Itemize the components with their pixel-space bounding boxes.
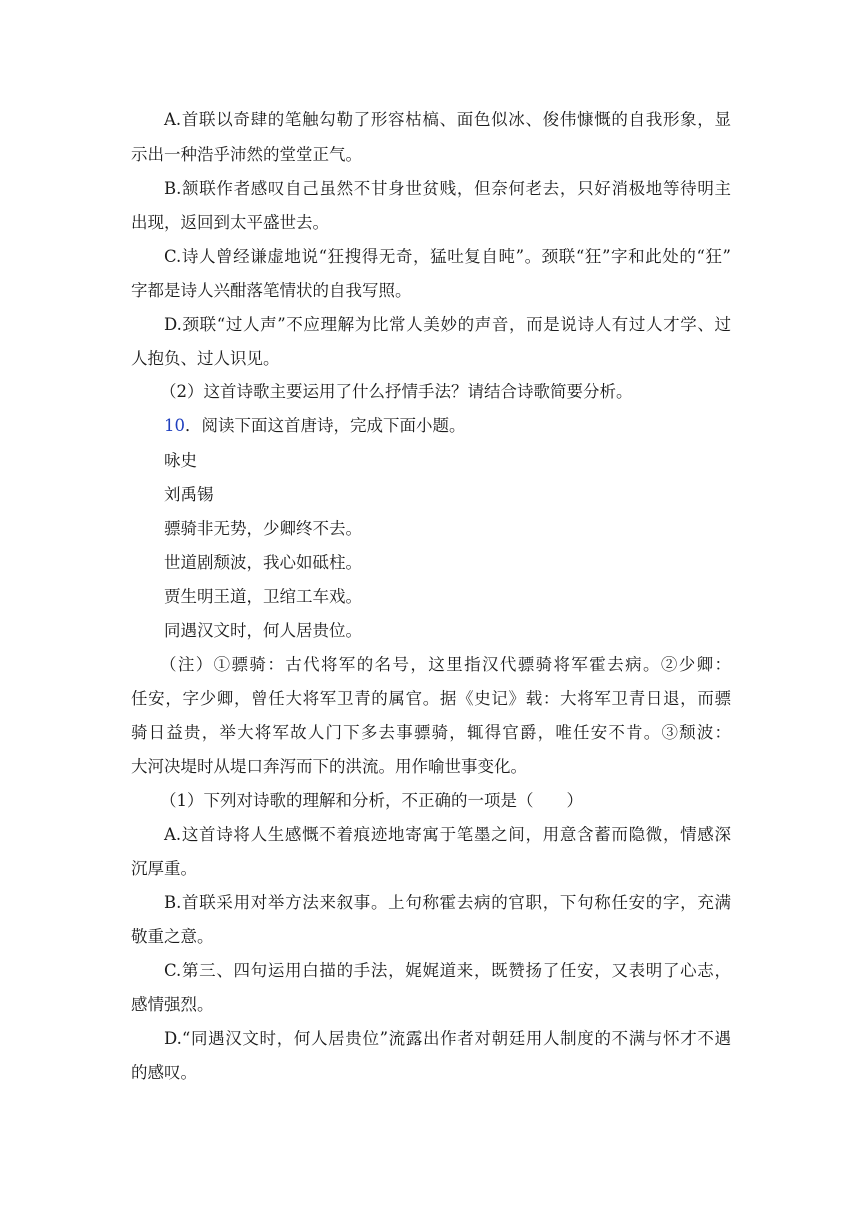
- poem-title: 咏史: [164, 451, 197, 470]
- poem-line: 贾生明王道，卫绾工车戏。: [164, 587, 362, 606]
- poem-line: 同遇汉文时，何人居贵位。: [164, 621, 362, 640]
- question-number: 10: [164, 416, 185, 435]
- q10-option-c-line2: 感情强烈。: [131, 995, 214, 1014]
- q9-option-a-line2: 示出一种浩乎沛然的堂堂正气。: [131, 145, 362, 164]
- q9-option-b-line1: B.颔联作者感叹自己虽然不甘身世贫贱，但奈何老去，只好消极地等待明主: [164, 179, 731, 198]
- q10-option-b-line2: 敬重之意。: [131, 927, 214, 946]
- poem-author: 刘禹锡: [164, 485, 214, 504]
- q10-option-d-line2: 的感叹。: [131, 1063, 197, 1082]
- note-line: （注）①骠骑：古代将军的名号，这里指汉代骠骑将军霍去病。②少卿：: [160, 655, 731, 674]
- q9-option-a-line1: A.首联以奇肆的笔触勾勒了形容枯槁、面色似冰、俊伟慷慨的自我形象，显: [164, 110, 731, 129]
- note-line: 骑日益贵，举大将军故人门下多去事骠骑，辄得官爵，唯任安不肯。③颓波：: [131, 723, 731, 742]
- note-line: 任安，字少卿，曾任大将军卫青的属官。据《史记》载：大将军卫青日退，而骠: [131, 689, 731, 708]
- q9-option-d-line2: 人抱负、过人识见。: [131, 349, 280, 368]
- q10-heading: [164, 415, 764, 437]
- note-line: 大河决堤时从堤口奔泻而下的洪流。用作喻世事变化。: [131, 757, 527, 776]
- q10-option-d-line1: D.“同遇汉文时，何人居贵位”流露出作者对朝廷用人制度的不满与怀才不遇: [164, 1029, 731, 1048]
- poem-line: 骠骑非无势，少卿终不去。: [164, 519, 362, 538]
- q9-option-d-line1: D.颈联“过人声”不应理解为比常人美妙的声音，而是说诗人有过人才学、过: [164, 315, 731, 334]
- q9-option-c-line2: 字都是诗人兴酣落笔情状的自我写照。: [131, 281, 412, 300]
- q10-option-b-line1: B.首联采用对举方法来叙事。上句称霍去病的官职，下句称任安的字，充满: [164, 893, 731, 912]
- q10-option-a-line1: A.这首诗将人生感慨不着痕迹地寄寓于笔墨之间，用意含蓄而隐微，情感深: [164, 825, 731, 844]
- q10-option-c-line1: C.第三、四句运用白描的手法，娓娓道来，既赞扬了任安，又表明了心志，: [164, 961, 731, 980]
- q10-prompt: ．阅读下面这首唐诗，完成下面小题。: [185, 416, 466, 435]
- q9-sub-question-2: （2）这首诗歌主要运用了什么抒情手法？请结合诗歌简要分析。: [160, 382, 633, 401]
- poem-line: 世道剧颓波，我心如砥柱。: [164, 553, 362, 572]
- q10-sub-question-1: （1）下列对诗歌的理解和分析，不正确的一项是（ ）: [160, 791, 583, 810]
- q10-option-a-line2: 沉厚重。: [131, 859, 197, 878]
- q9-option-c-line1: C.诗人曾经谦虚地说“狂搜得无奇，猛吐复自旽”。颈联“狂”字和此处的“狂”: [164, 247, 731, 266]
- q9-option-b-line2: 出现，返回到太平盛世去。: [131, 213, 329, 232]
